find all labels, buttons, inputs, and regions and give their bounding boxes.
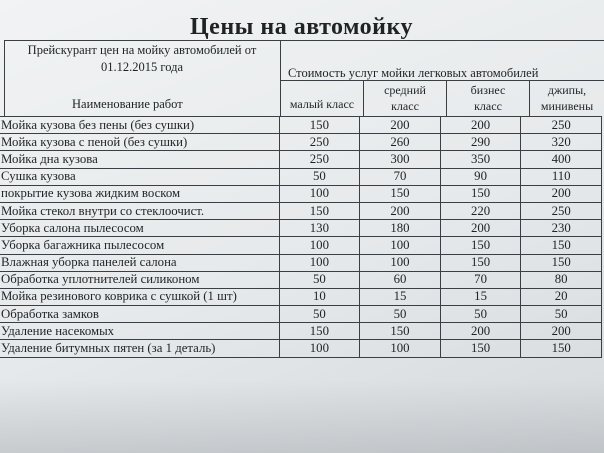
price-cell: 150 — [360, 185, 441, 202]
service-name: Мойка резинового коврика с сушкой (1 шт) — [0, 288, 279, 305]
pricelist-caption — [4, 42, 280, 76]
price-cell: 130 — [279, 220, 360, 237]
cost-heading: Стоимость услуг мойки легковых автомобилей — [288, 66, 539, 80]
price-cell: 50 — [279, 306, 360, 323]
price-cell: 10 — [279, 288, 360, 305]
service-name: Мойка стекол внутри со стеклоочист. — [0, 202, 279, 219]
pricelist-date: 01.12.2015 года — [101, 60, 183, 74]
table-row — [0, 237, 602, 254]
price-cell: 110 — [521, 168, 602, 185]
price-cell: 100 — [360, 237, 441, 254]
column-suv-minivan: джипы, минивены — [540, 83, 594, 113]
service-name: Уборка салона пылесосом — [0, 220, 279, 237]
service-name: Сушка кузова — [0, 168, 279, 185]
price-cell: 150 — [440, 185, 521, 202]
price-cell: 70 — [360, 168, 441, 185]
pricelist-line-1: Прейскурант цен на мойку автомобилей от — [27, 43, 257, 57]
price-cell: 150 — [440, 254, 521, 271]
price-cell: 200 — [360, 202, 441, 219]
price-cell: 150 — [279, 117, 360, 134]
table-row — [0, 323, 602, 340]
price-cell: 150 — [360, 323, 441, 340]
price-cell: 150 — [521, 237, 602, 254]
price-cell: 150 — [279, 202, 360, 219]
services-column-heading: Наименование работ — [72, 97, 183, 111]
price-cell: 200 — [440, 220, 521, 237]
price-cell: 50 — [521, 306, 602, 323]
price-cell: 200 — [521, 185, 602, 202]
price-cell: 100 — [360, 340, 441, 357]
table-row — [0, 271, 602, 288]
price-cell: 100 — [279, 185, 360, 202]
price-cell: 200 — [360, 117, 441, 134]
price-cell: 260 — [360, 134, 441, 151]
service-name: Обработка замков — [0, 306, 279, 323]
price-cell: 15 — [440, 288, 521, 305]
service-name: Мойка дна кузова — [0, 151, 279, 168]
price-cell: 150 — [440, 237, 521, 254]
price-cell: 250 — [279, 151, 360, 168]
service-name: покрытие кузова жидким воском — [0, 185, 279, 202]
table-row — [0, 117, 602, 134]
header-top-border — [4, 40, 604, 41]
price-cell: 20 — [521, 288, 602, 305]
table-row — [0, 168, 602, 185]
service-name: Мойка кузова с пеной (без сушки) — [0, 134, 279, 151]
price-cell: 100 — [360, 254, 441, 271]
service-name: Мойка кузова без пены (без сушки) — [0, 117, 279, 134]
header-divider — [280, 40, 281, 116]
service-name: Обработка уплотнителей силиконом — [0, 271, 279, 288]
service-name: Уборка багажника пылесосом — [0, 237, 279, 254]
table-row — [0, 134, 602, 151]
table-row — [0, 254, 602, 271]
price-cell: 50 — [279, 271, 360, 288]
price-cell: 90 — [440, 168, 521, 185]
table-row — [0, 340, 602, 357]
price-cell: 150 — [521, 254, 602, 271]
price-cell: 300 — [360, 151, 441, 168]
table-row — [0, 151, 602, 168]
price-cell: 100 — [279, 237, 360, 254]
price-cell: 100 — [279, 340, 360, 357]
price-cell: 200 — [521, 323, 602, 340]
table-row — [0, 185, 602, 202]
price-cell: 200 — [440, 323, 521, 340]
price-table-body — [0, 117, 602, 358]
price-cell: 180 — [360, 220, 441, 237]
price-cell: 250 — [521, 117, 602, 134]
col-divider-2 — [446, 80, 447, 116]
price-cell: 250 — [521, 202, 602, 219]
price-cell: 150 — [521, 340, 602, 357]
table-row — [0, 288, 602, 305]
price-cell: 400 — [521, 151, 602, 168]
column-business-class: бизнес класс — [470, 83, 506, 113]
document-title: Цены на автомойку — [190, 14, 413, 40]
photo-shadow — [0, 380, 604, 453]
price-cell: 230 — [521, 220, 602, 237]
table-row — [0, 220, 602, 237]
price-cell: 70 — [440, 271, 521, 288]
col-divider-1 — [363, 80, 364, 116]
price-cell: 250 — [279, 134, 360, 151]
service-name: Влажная уборка панелей салона — [0, 254, 279, 271]
column-small-class: малый класс — [289, 97, 355, 111]
price-cell: 50 — [360, 306, 441, 323]
price-cell: 150 — [440, 340, 521, 357]
price-cell: 200 — [440, 117, 521, 134]
price-cell: 320 — [521, 134, 602, 151]
price-cell: 290 — [440, 134, 521, 151]
price-cell: 50 — [440, 306, 521, 323]
col-divider-3 — [529, 80, 530, 116]
price-table — [0, 116, 602, 358]
price-cell: 50 — [279, 168, 360, 185]
table-row — [0, 306, 602, 323]
service-name: Удаление насекомых — [0, 323, 279, 340]
price-cell: 80 — [521, 271, 602, 288]
price-cell: 100 — [279, 254, 360, 271]
price-cell: 60 — [360, 271, 441, 288]
price-cell: 220 — [440, 202, 521, 219]
price-cell: 350 — [440, 151, 521, 168]
column-middle-class: средний класс — [384, 83, 426, 113]
service-name: Удаление битумных пятен (за 1 деталь) — [0, 340, 279, 357]
table-row — [0, 202, 602, 219]
price-cell: 15 — [360, 288, 441, 305]
price-cell: 150 — [279, 323, 360, 340]
